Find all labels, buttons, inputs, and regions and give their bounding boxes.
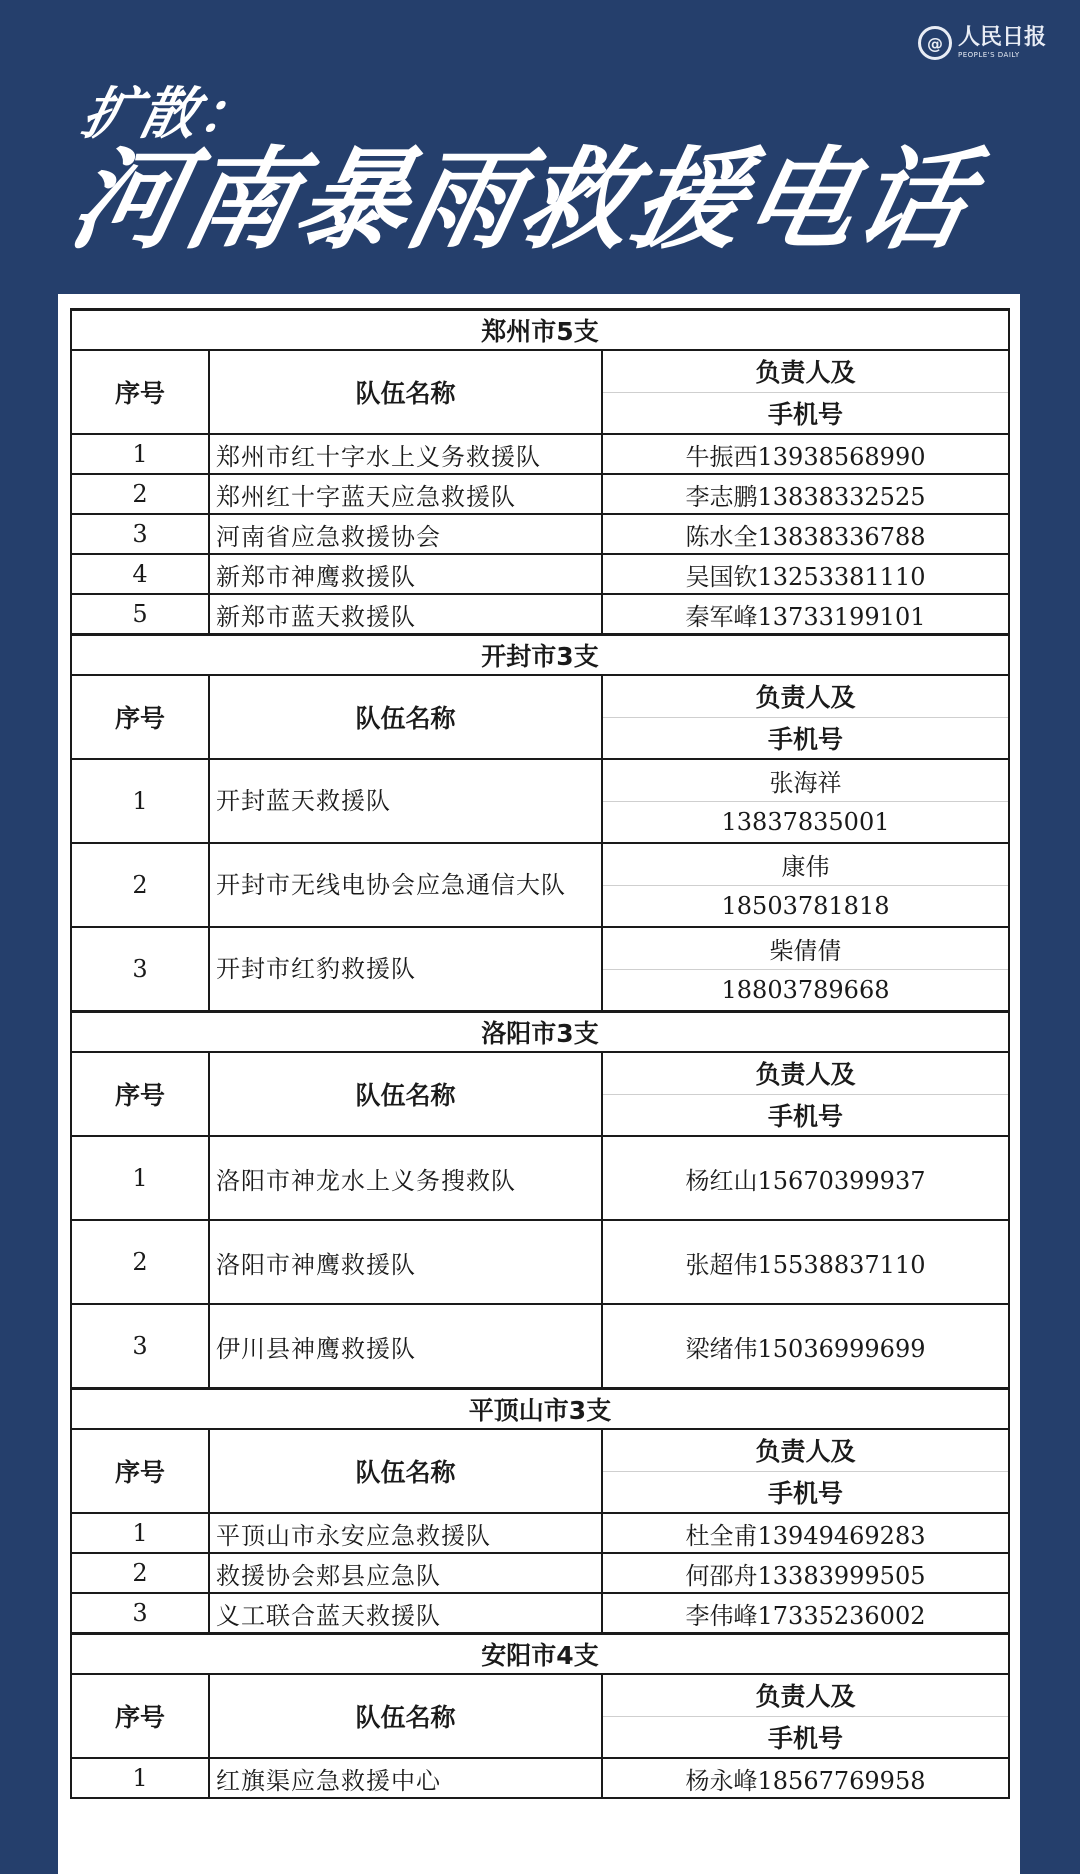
header-contact-line1: 负责人及 [755, 358, 856, 388]
section-title-row [71, 1634, 1009, 1675]
header-row [71, 675, 1009, 759]
header-contact-line2: 手机号 [603, 1094, 1008, 1136]
row-num: 5 [71, 594, 209, 635]
contact-name: 柴倩倩 [769, 936, 842, 965]
contact-name: 康伟 [781, 852, 830, 881]
header-team: 队伍名称 [209, 1674, 602, 1758]
header-team: 队伍名称 [209, 1052, 602, 1136]
table-row [71, 434, 1009, 474]
row-num: 4 [71, 554, 209, 594]
section-title-row [71, 1389, 1009, 1430]
header-contact-line2: 手机号 [603, 392, 1008, 434]
people-daily-logo [918, 26, 1046, 60]
header-team: 队伍名称 [209, 675, 602, 759]
table-row [71, 514, 1009, 554]
header-contact-line2: 手机号 [603, 717, 1008, 759]
team-name: 红旗渠应急救援中心 [209, 1758, 602, 1798]
table-row [71, 927, 1009, 1012]
header-team: 队伍名称 [209, 350, 602, 434]
team-name: 河南省应急救援协会 [209, 514, 602, 554]
row-num: 3 [71, 1304, 209, 1389]
row-num: 2 [71, 1220, 209, 1304]
brand-tagline: PEOPLE'S DAILY [957, 51, 1020, 59]
table-row [71, 759, 1009, 843]
section-title: 开封市3支 [71, 635, 1009, 676]
section-title-row [71, 635, 1009, 676]
contact: 李志鹏13838332525 [602, 474, 1009, 514]
contact: 陈水全13838336788 [602, 514, 1009, 554]
contact: 杜全甫13949469283 [602, 1513, 1009, 1553]
row-num: 1 [71, 759, 209, 843]
table-row [71, 474, 1009, 514]
contact: 吴国钦13253381110 [602, 554, 1009, 594]
team-name: 新郑市蓝天救援队 [209, 594, 602, 635]
rescue-contacts-table [70, 308, 1010, 1799]
team-name: 洛阳市神鹰救援队 [209, 1220, 602, 1304]
section-title: 洛阳市3支 [71, 1012, 1009, 1053]
header-row [71, 1674, 1009, 1758]
contact: 何邵舟13383999505 [602, 1553, 1009, 1593]
row-num: 1 [71, 1136, 209, 1220]
brand-name: 人民日报 [957, 25, 1046, 50]
row-num: 3 [71, 927, 209, 1012]
team-name: 郑州市红十字水上义务救援队 [209, 434, 602, 474]
table-row [71, 1593, 1009, 1634]
row-num: 2 [71, 843, 209, 927]
header-num: 序号 [71, 350, 209, 434]
contact-phone: 18503781818 [603, 885, 1008, 927]
contact: 杨红山15670399937 [602, 1136, 1009, 1220]
header-num: 序号 [71, 1674, 209, 1758]
row-num: 1 [71, 434, 209, 474]
table-row [71, 1220, 1009, 1304]
section-title: 郑州市5支 [71, 310, 1009, 351]
section-title: 安阳市4支 [71, 1634, 1009, 1675]
team-name: 开封市无线电协会应急通信大队 [209, 843, 602, 927]
team-name: 伊川县神鹰救援队 [209, 1304, 602, 1389]
kicker-text: 扩散： [76, 82, 264, 147]
contact: 梁绪伟15036999699 [602, 1304, 1009, 1389]
weibo-at-icon: @ [918, 26, 952, 60]
rescue-table-sheet [58, 294, 1020, 1874]
team-name: 新郑市神鹰救援队 [209, 554, 602, 594]
header-team: 队伍名称 [209, 1429, 602, 1513]
table-row [71, 1513, 1009, 1553]
header-num: 序号 [71, 1429, 209, 1513]
row-num: 1 [71, 1758, 209, 1798]
section-title-row [71, 1012, 1009, 1053]
table-row [71, 1136, 1009, 1220]
header-contact-line2: 手机号 [603, 1716, 1008, 1758]
table-row [71, 1758, 1009, 1798]
header-num: 序号 [71, 675, 209, 759]
contact-name: 张海祥 [769, 768, 842, 797]
header-contact-line1: 负责人及 [755, 1682, 856, 1712]
team-name: 开封市红豹救援队 [209, 927, 602, 1012]
header-row [71, 1052, 1009, 1136]
table-row [71, 554, 1009, 594]
row-num: 2 [71, 1553, 209, 1593]
header-contact-line2: 手机号 [603, 1471, 1008, 1513]
team-name: 平顶山市永安应急救援队 [209, 1513, 602, 1553]
header-row [71, 350, 1009, 434]
page-title: 河南暴雨救援电话 [60, 136, 984, 264]
row-num: 2 [71, 474, 209, 514]
section-title: 平顶山市3支 [71, 1389, 1009, 1430]
team-name: 开封蓝天救援队 [209, 759, 602, 843]
contact: 李伟峰17335236002 [602, 1593, 1009, 1634]
team-name: 救援协会郏县应急队 [209, 1553, 602, 1593]
contact-phone: 13837835001 [603, 801, 1008, 843]
team-name: 义工联合蓝天救援队 [209, 1593, 602, 1634]
contact: 秦军峰13733199101 [602, 594, 1009, 635]
section-title-row [71, 310, 1009, 351]
team-name: 郑州红十字蓝天应急救援队 [209, 474, 602, 514]
row-num: 3 [71, 1593, 209, 1634]
table-row [71, 594, 1009, 635]
table-row [71, 1304, 1009, 1389]
header-num: 序号 [71, 1052, 209, 1136]
contact-phone: 18803789668 [603, 969, 1008, 1011]
header-contact-line1: 负责人及 [755, 1437, 856, 1467]
header-row [71, 1429, 1009, 1513]
team-name: 洛阳市神龙水上义务搜救队 [209, 1136, 602, 1220]
row-num: 3 [71, 514, 209, 554]
contact: 杨永峰18567769958 [602, 1758, 1009, 1798]
contact: 牛振西13938568990 [602, 434, 1009, 474]
table-row [71, 843, 1009, 927]
contact: 张超伟15538837110 [602, 1220, 1009, 1304]
table-row [71, 1553, 1009, 1593]
header-contact-line1: 负责人及 [755, 1060, 856, 1090]
header-contact-line1: 负责人及 [755, 683, 856, 713]
row-num: 1 [71, 1513, 209, 1553]
